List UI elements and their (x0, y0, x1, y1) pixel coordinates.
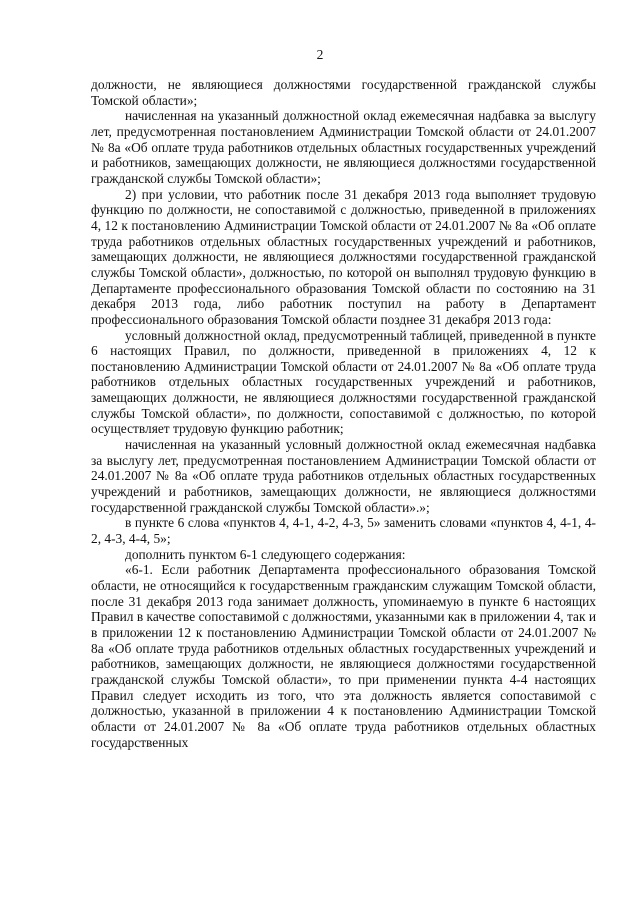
paragraph-8: «6-1. Если работник Департамента профессионального образования Томской области, не относящийся к государственным гражданским служащим Томской области, после 31 декабря 2013 года занимает должность, упоминаемую в пункте 6 настоящих Правил в качестве сопоставимой с должностями, указанными как в приложении 4, так и в приложении 12 к постановлению Администрации Томской области от 24.01.2007 № 8а «Об оплате труда работников отдельных областных государственных учреждений и работников, замещающих должности, не являющиеся должностями государственной гражданской службы Томской области», то при применении пункта 4-4 настоящих Правил следует исходить из того, что эта должность является сопоставимой с должностью, указанной в приложении 4 к постановлению Администрации Томской области от 24.01.2007 № 8а «Об оплате труда работников отдельных областных государственных (91, 562, 596, 750)
paragraph-6: в пункте 6 слова «пунктов 4, 4-1, 4-2, 4-3, 5» заменить словами «пунктов 4, 4-1, 4-2, 4-3, 4-4, 5»; (91, 515, 596, 547)
paragraph-4: условный должностной оклад, предусмотренный таблицей, приведенной в пункте 6 настоящих Правил, по должности, приведенной в приложениях 4, 12 к постановлению Администрации Томской области от 24.01.2007 № 8а «Об оплате труда работников отдельных областных государственных учреждений и работников, замещающих должности, не являющиеся должностями государственной гражданской службы Томской области», по должности, сопоставимой с должностью, по которой осуществляет трудовую функцию работник; (91, 327, 596, 437)
paragraph-2: начисленная на указанный должностной оклад ежемесячная надбавка за выслугу лет, предусмотренная постановлением Администрации Томской области от 24.01.2007 № 8а «Об оплате труда работников отдельных областных государственных учреждений и работников, замещающих должности, не являющиеся должностями государственной гражданской службы Томской области»; (91, 108, 596, 186)
paragraph-1: должности, не являющиеся должностями государственной гражданской службы Томской области»; (91, 77, 596, 108)
document-body (91, 77, 596, 750)
paragraph-3: 2) при условии, что работник после 31 декабря 2013 года выполняет трудовую функцию по должности, не сопоставимой с должностью, приведенной в приложениях 4, 12 к постановлению Администрации Томской области от 24.01.2007 № 8а «Об оплате труда работников отдельных областных государственных учреждений и работников, замещающих должности, не являющиеся должностями государственной гражданской службы Томской области», должностью, по которой он выполнял трудовую функцию в Департаменте профессионального образования Томской области по состоянию на 31 декабря 2013 года, либо работник поступил на работу в Департамент профессионального образования Томской области позднее 31 декабря 2013 года: (91, 186, 596, 327)
page-number: 2 (316, 47, 324, 62)
paragraph-5: начисленная на указанный условный должностной оклад ежемесячная надбавка за выслугу лет, предусмотренная постановлением Администрации Томской области от 24.01.2007 № 8а «Об оплате труда работников отдельных областных государственных учреждений и работников, замещающих должности, не являющиеся должностями государственной гражданской службы Томской области».»; (91, 437, 596, 515)
paragraph-7: дополнить пунктом 6-1 следующего содержания: (125, 546, 406, 562)
